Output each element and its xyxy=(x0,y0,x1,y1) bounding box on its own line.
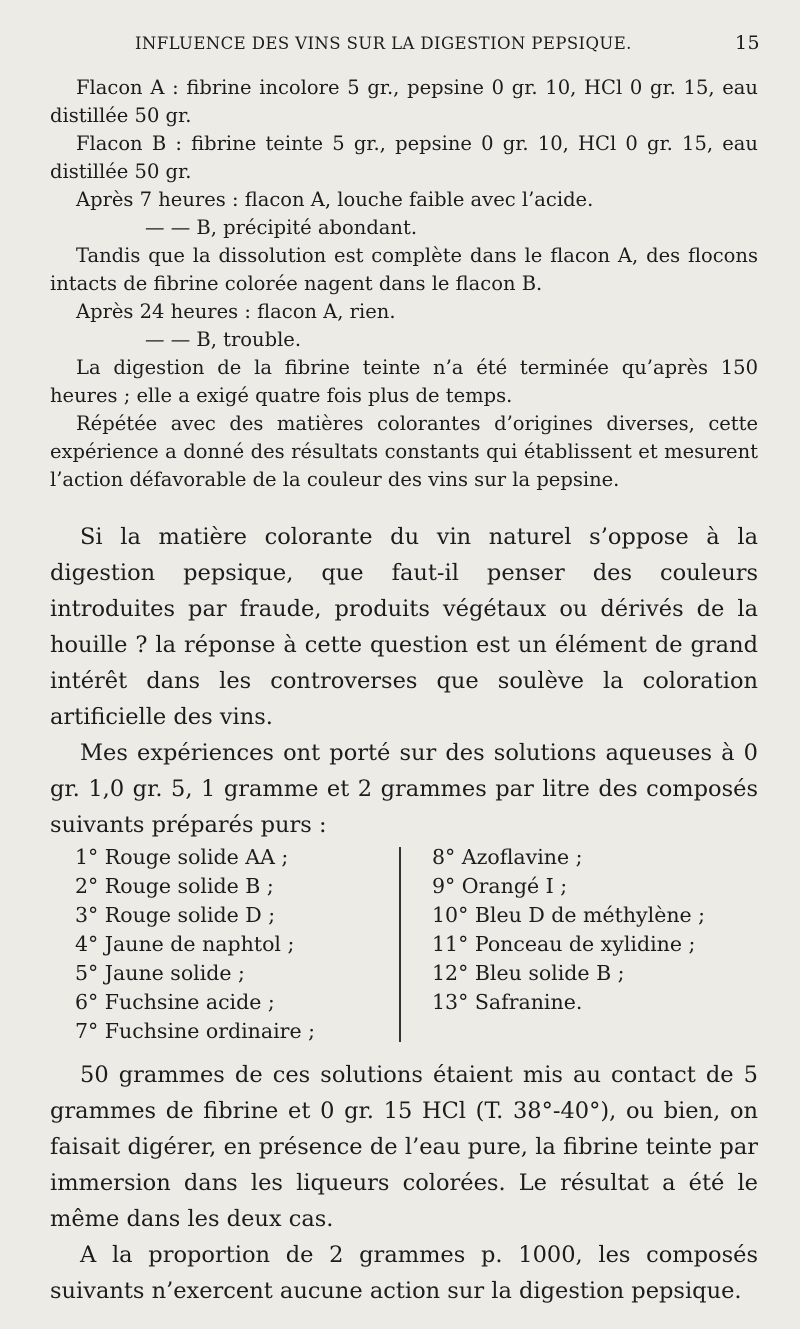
experiment-section xyxy=(50,74,758,494)
paragraph: Flacon B : fibrine teinte 5 gr., pepsine 0 gr. 10, HCl 0 gr. 15, eau distillée 50 gr. xyxy=(50,132,758,183)
list-item: 11° Ponceau de xylidine ; xyxy=(432,932,696,956)
compound-list-right xyxy=(432,843,752,1017)
conclusion-section xyxy=(50,1057,758,1309)
list-item: 4° Jaune de naphtol ; xyxy=(75,932,295,956)
list-item: 7° Fuchsine ordinaire ; xyxy=(75,1019,316,1043)
paragraph: Flacon A : fibrine incolore 5 gr., pepsine 0 gr. 10, HCl 0 gr. 15, eau distillée 50 gr. xyxy=(50,76,758,127)
list-item: 10° Bleu D de méthylène ; xyxy=(432,903,706,927)
paragraph: 50 grammes de ces solutions étaient mis au contact de 5 grammes de fibrine et 0 gr. 15 HCl (T. 38°-40°), ou bien, on faisait digérer, en présence de l’eau pure, la fibrine teinte par immersion dans les liqueurs colorées. Le résultat a été le même dans les deux cas. xyxy=(50,1062,758,1232)
list-item: 8° Azoflavine ; xyxy=(432,845,583,869)
compound-list-left xyxy=(75,843,385,1046)
list-item: 3° Rouge solide D ; xyxy=(75,903,276,927)
running-title: INFLUENCE DES VINS SUR LA DIGESTION PEPSIQUE. xyxy=(135,34,632,53)
paragraph: Après 7 heures : flacon A, louche faible avec l’acide. xyxy=(76,188,594,211)
list-item: 6° Fuchsine acide ; xyxy=(75,990,275,1014)
column-divider xyxy=(399,847,401,1042)
list-item: 5° Jaune solide ; xyxy=(75,961,245,985)
list-item: 1° Rouge solide AA ; xyxy=(75,845,289,869)
list-item: 13° Safranine. xyxy=(432,990,583,1014)
paragraph: — — B, trouble. xyxy=(145,328,302,351)
paragraph: Après 24 heures : flacon A, rien. xyxy=(76,300,396,323)
main-section xyxy=(50,519,758,843)
paragraph: — — B, précipité abondant. xyxy=(145,216,418,239)
paragraph: Mes expériences ont porté sur des solutions aqueuses à 0 gr. 1,0 gr. 5, 1 gramme et 2 grammes par litre des composés suivants préparés purs : xyxy=(50,740,758,838)
paragraph: Si la matière colorante du vin naturel s’oppose à la digestion pepsique, que faut-il penser des couleurs introduites par fraude, produits végétaux ou dérivés de la houille ? la réponse à cette question est un élément de grand intérêt dans les controverses que soulève la coloration artificielle des vins. xyxy=(50,524,758,730)
list-item: 12° Bleu solide B ; xyxy=(432,961,625,985)
list-item: 2° Rouge solide B ; xyxy=(75,874,274,898)
list-item: 9° Orangé I ; xyxy=(432,874,568,898)
page-number: 15 xyxy=(735,32,760,54)
paragraph: A la proportion de 2 grammes p. 1000, les composés suivants n’exercent aucune action sur la digestion pepsique. xyxy=(50,1242,758,1304)
paragraph: Répétée avec des matières colorantes d’origines diverses, cette expérience a donné des résultats constants qui établissent et mesurent l’action défavorable de la couleur des vins sur la pepsine. xyxy=(50,412,758,491)
paragraph: La digestion de la fibrine teinte n’a été terminée qu’après 150 heures ; elle a exigé quatre fois plus de temps. xyxy=(50,356,758,407)
paragraph: Tandis que la dissolution est complète dans le flacon A, des flocons intacts de fibrine colorée nagent dans le flacon B. xyxy=(50,244,758,295)
